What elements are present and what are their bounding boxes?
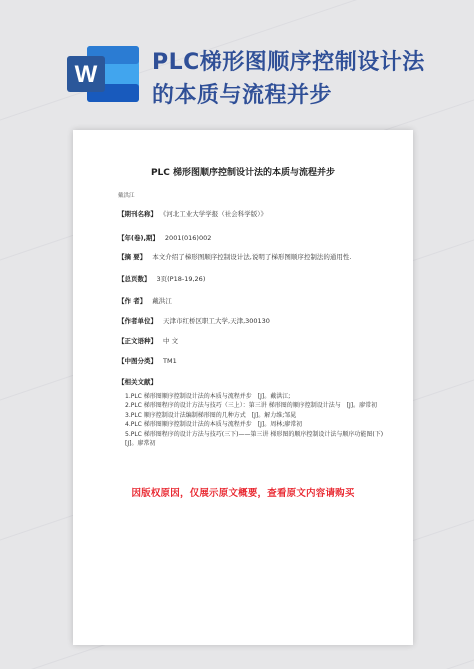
field-value: 戴洪江 [152, 297, 172, 305]
svg-text:W: W [74, 61, 98, 88]
field-value: 本文介绍了梯形图顺序控制设计法,说明了梯形图顺序控制法的通用性. [152, 253, 352, 261]
document-author: 戴洪江 [118, 193, 135, 199]
field-label: 【总页数】 [118, 275, 151, 283]
document-page [73, 130, 413, 645]
field-label: 【年(卷),期】 [118, 234, 159, 242]
field-author [118, 296, 172, 305]
copyright-notice: 因版权原因，仅展示原文概要，查看原文内容请购买 [131, 488, 355, 499]
field-abstract [118, 252, 351, 261]
field-value: 3页(P18-19,26) [156, 275, 206, 283]
field-related [118, 377, 163, 386]
field-label: 【作者单位】 [118, 317, 157, 325]
field-value: 2001(016)002 [164, 234, 212, 242]
reference-item[interactable]: 4.PLC 梯形图顺序控制设计法的本质与流程并步 [J]。周林;廖常初 [125, 421, 303, 429]
field-journal [118, 209, 267, 218]
word-icon [63, 42, 143, 106]
field-label: 【作 者】 [118, 297, 147, 305]
field-value: 《河北工业大学学报（社会科学版）》 [163, 210, 267, 218]
reference-item[interactable]: 5.PLC 梯形图程序的设计方法与技巧(三下)——第三讲 梯形图的顺序控制设计法与顺序功能图(下) [J]。廖常初 [125, 430, 390, 448]
field-pages [118, 274, 205, 283]
field-label: 【中图分类】 [118, 357, 157, 365]
header-title-line-2: 的本质与流程并步 [152, 83, 333, 108]
field-label: 【正文语种】 [118, 337, 157, 345]
reference-item[interactable]: 1.PLC 梯形图顺序控制设计法的本质与流程并步 [J]。戴洪江; [125, 393, 291, 400]
reference-item[interactable]: 2.PLC 梯形图程序的设计方法与技巧（三上）：第三讲 梯形图的顺序控制设计法与 [J]。廖常初 [125, 402, 378, 410]
field-affiliation [118, 316, 270, 325]
document-title: PLC 梯形图顺序控制设计法的本质与流程并步 [150, 168, 336, 178]
reference-item[interactable]: 3.PLC 顺序控制设计法编制梯形图的几种方式 [J]。解力维;邹晁 [125, 411, 297, 419]
field-value: TM1 [163, 357, 177, 365]
page-header [0, 0, 474, 120]
field-volume [118, 233, 211, 242]
field-label: 【相关文献】 [118, 378, 157, 386]
field-language [118, 336, 178, 345]
reference-list [125, 392, 390, 448]
header-title-line-1: PLC梯形图顺序控制设计法 [152, 50, 425, 75]
field-value: 中 文 [163, 337, 179, 345]
field-label: 【期刊名称】 [118, 210, 157, 218]
field-label: 【摘 要】 [118, 253, 147, 261]
field-value: 天津市红桥区职工大学,天津,300130 [163, 317, 270, 325]
field-classification [118, 356, 177, 365]
